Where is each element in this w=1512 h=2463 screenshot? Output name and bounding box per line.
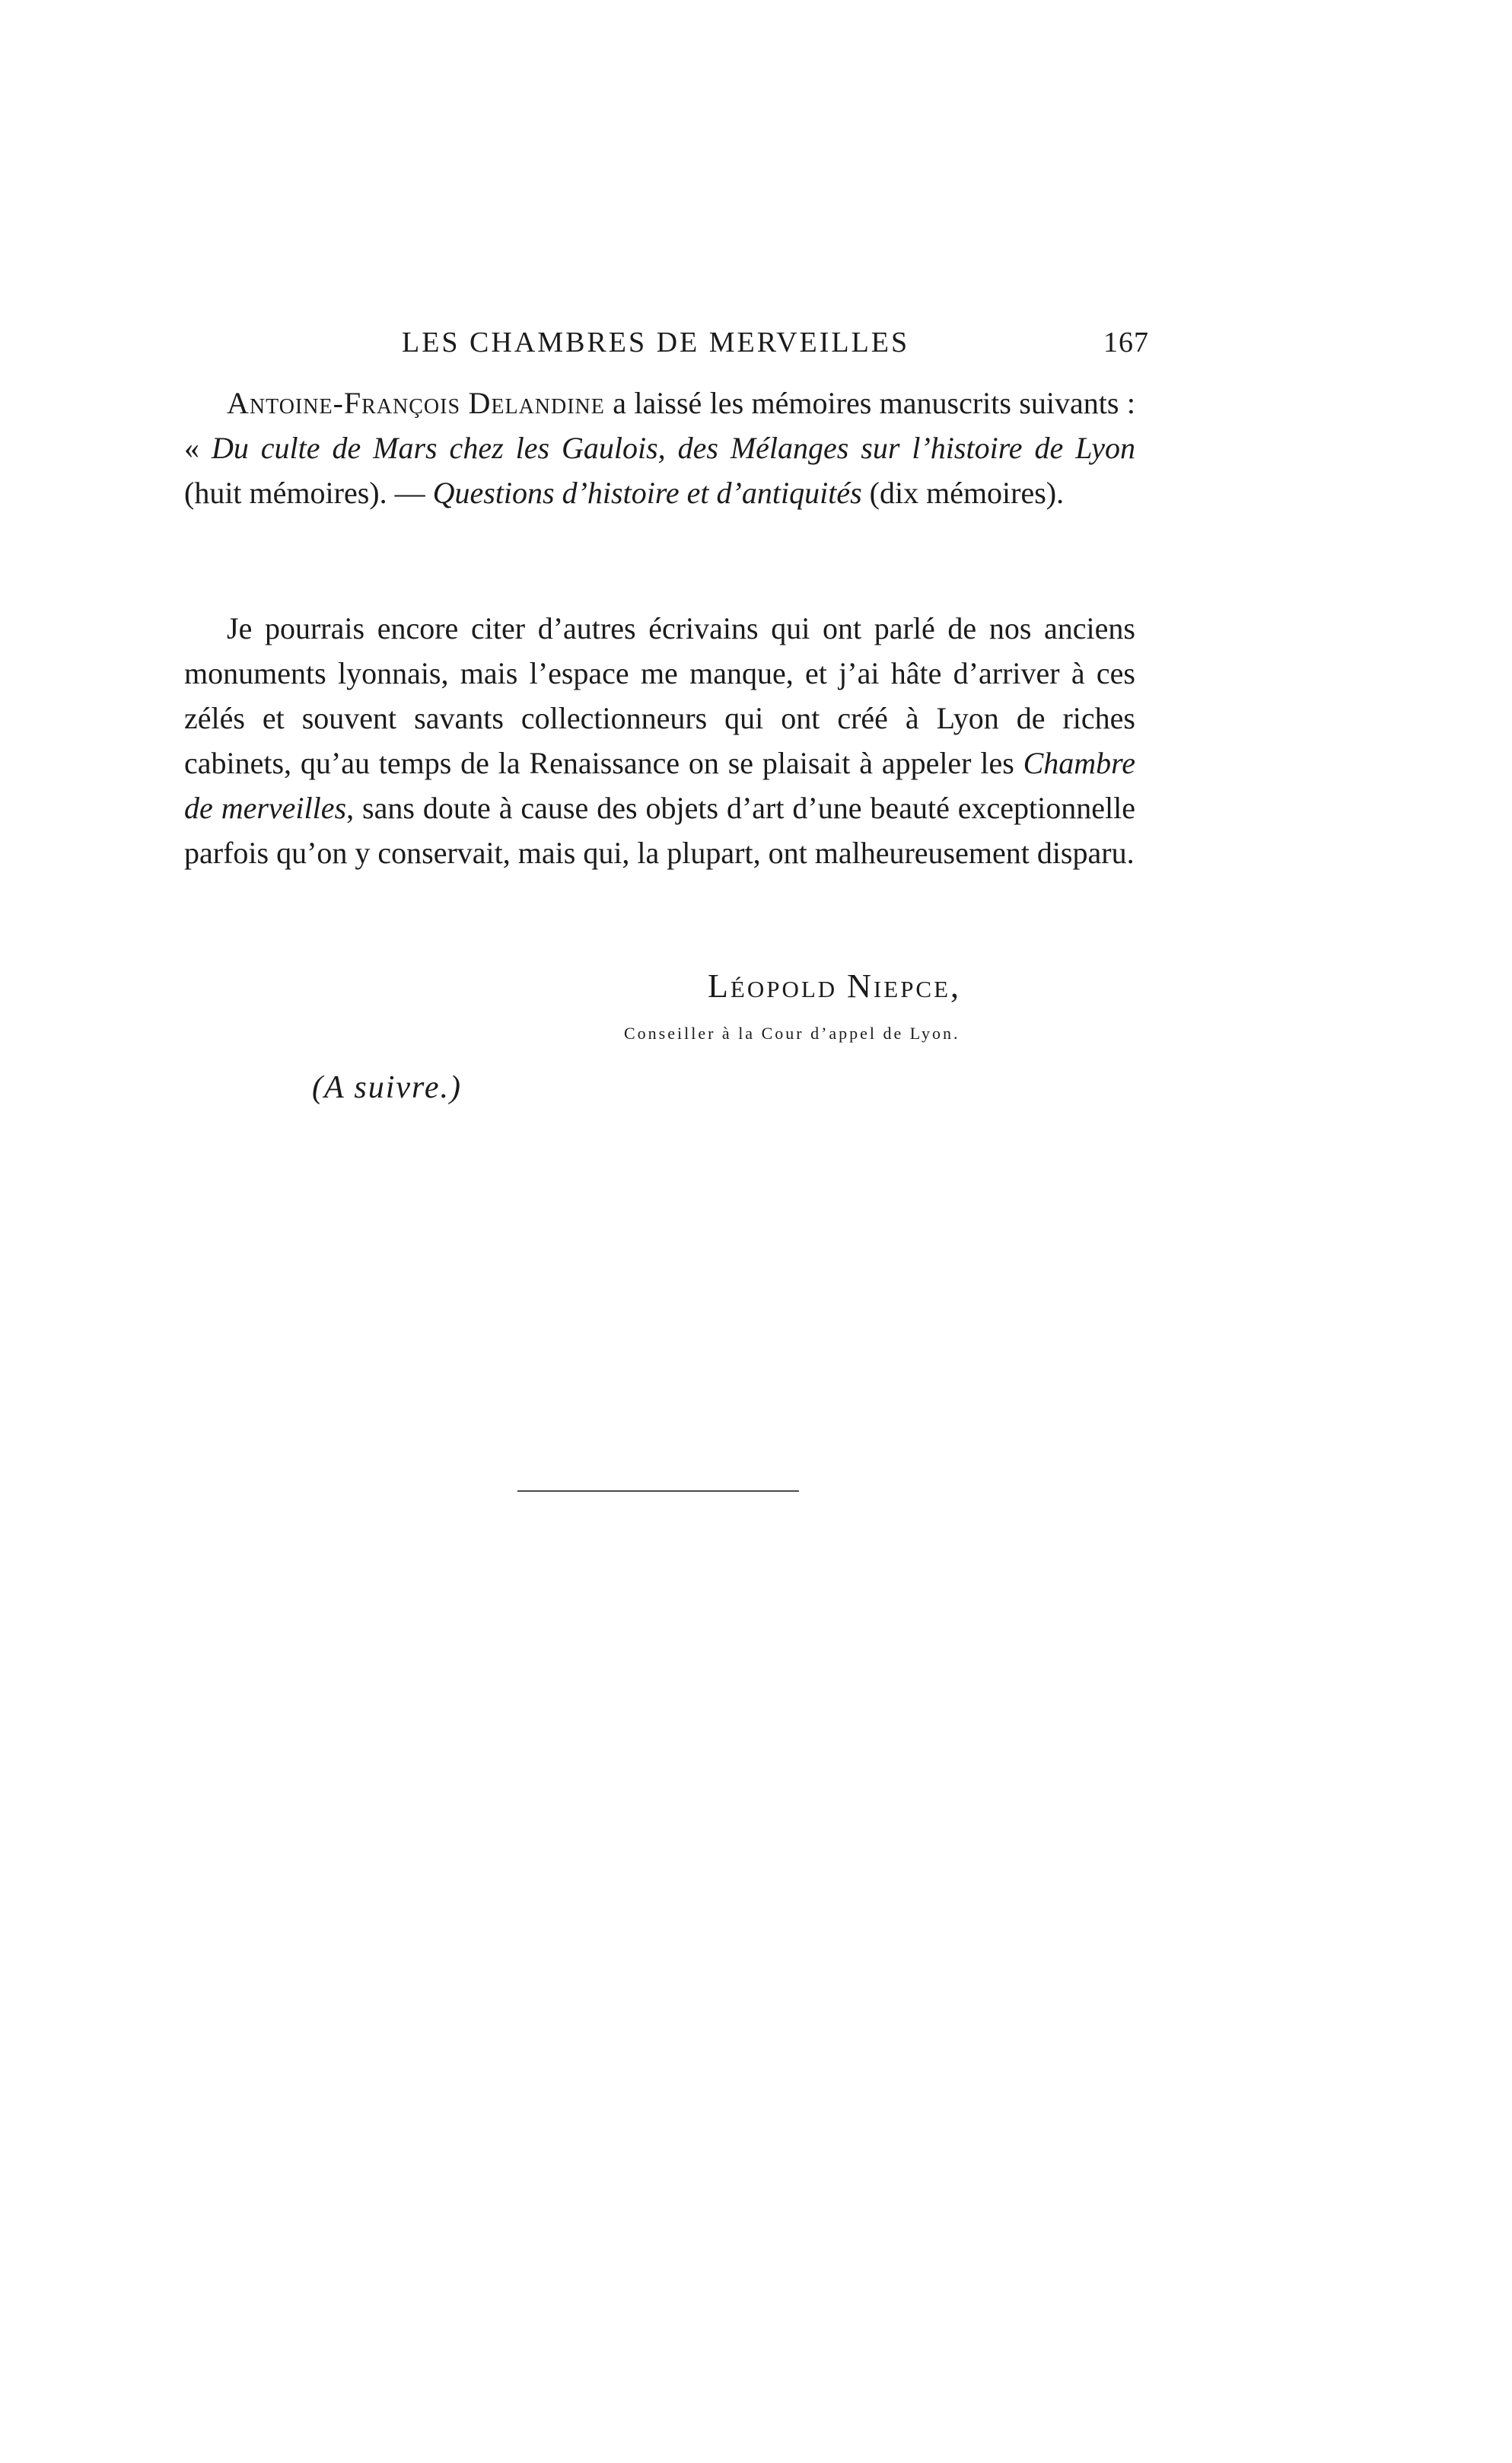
author-last-name: Delandine xyxy=(468,386,605,420)
paragraph2-text-2: , sans doute à cause des objets d’art d’une beauté exceptionnelle parfois qu’on y conservait, mais qui, la plupart, ont malheureusement disparu. xyxy=(184,791,1135,870)
paragraph2-text-1: Je pourrais encore citer d’autres écrivains qui ont parlé de nos anciens monuments lyonnais, mais l’espace me manque, et j’ai hâte d’arriver à ces zélés et souvent savants collectionneurs qui ont créé à Lyon de riches cabinets, qu’au temps de la Renaissance on se plaisait à appeler les xyxy=(184,611,1135,780)
continued-note: (A suivre.) xyxy=(312,1070,462,1105)
paragraph1-title-1: Du culte de Mars chez les Gaulois, des Mélanges sur l’histoire de Lyon xyxy=(211,431,1136,465)
paragraph-collectionneurs xyxy=(184,606,1135,875)
paragraph1-text-1: a laissé les mémoires manuscrits suivants : « xyxy=(184,386,1135,465)
running-header xyxy=(183,326,1149,364)
paragraph1-text-2: (huit mémoires). — xyxy=(184,476,433,510)
signature-title: Conseiller à la Cour d’appel de Lyon. xyxy=(624,1024,960,1043)
separator-rule xyxy=(517,1490,799,1492)
paragraph1-title-2: Questions d’histoire et d’antiquités xyxy=(432,476,862,510)
author-first-name: Antoine-François xyxy=(227,386,461,420)
signature-last-name: Niepce, xyxy=(847,967,962,1005)
signature-name xyxy=(708,967,961,1005)
signature-first-name: Léopold xyxy=(708,967,838,1005)
paragraph2-title: Chambre de merveilles xyxy=(184,746,1135,825)
page-number: 167 xyxy=(1103,327,1149,358)
running-title: LES CHAMBRES DE MERVEILLES xyxy=(402,327,910,358)
paragraph1-text-3: (dix mémoires). xyxy=(861,476,1065,510)
paragraph-delandine xyxy=(184,381,1135,515)
